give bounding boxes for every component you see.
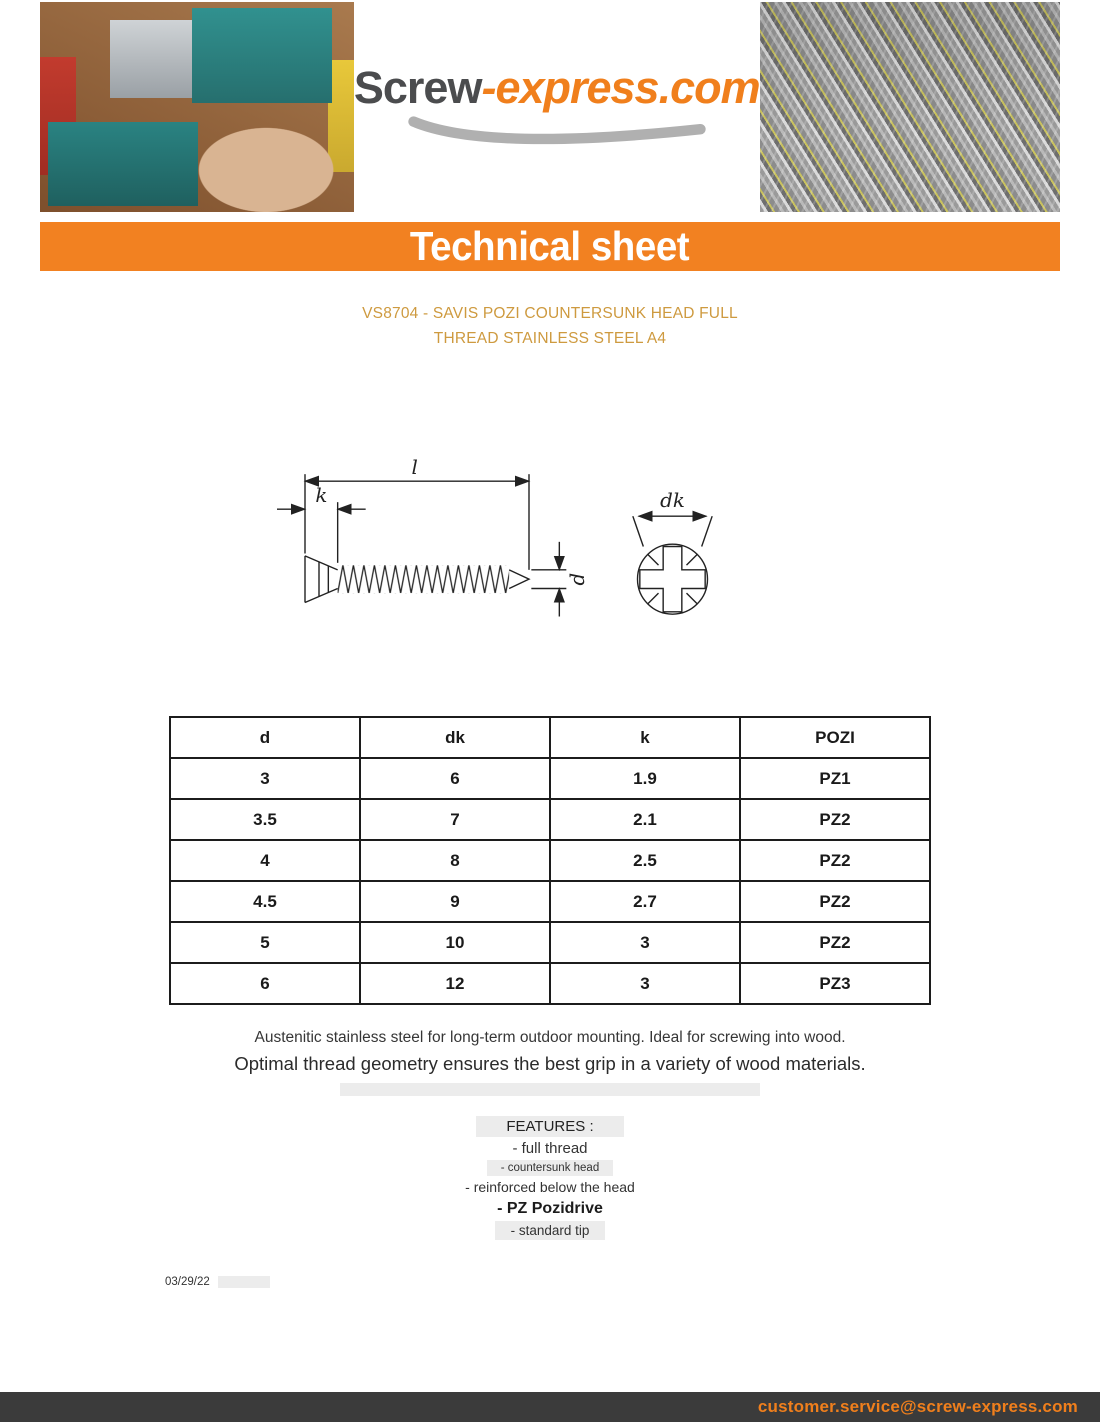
table-cell: 3 [170, 758, 360, 799]
table-body [170, 758, 930, 1004]
table-header-cell: dk [360, 717, 550, 758]
screws-photo [760, 2, 1060, 212]
product-title-line2: THREAD STAINLESS STEEL A4 [433, 330, 667, 347]
table-cell: 8 [360, 840, 550, 881]
table-row [170, 758, 930, 799]
header [0, 0, 1100, 214]
table-cell: 7 [360, 799, 550, 840]
table-cell: 3 [550, 963, 740, 1004]
table-row [170, 840, 930, 881]
table-cell: 12 [360, 963, 550, 1004]
table-cell: PZ2 [740, 881, 930, 922]
table-cell: PZ2 [740, 922, 930, 963]
description-line2: Optimal thread geometry ensures the best grip in a variety of wood materials. [234, 1053, 866, 1074]
feature-countersunk-head-row [0, 1162, 1100, 1174]
table-cell: 2.7 [550, 881, 740, 922]
features-title-row [0, 1118, 1100, 1135]
dimensions-table [169, 716, 931, 1005]
table-cell: 3.5 [170, 799, 360, 840]
table-cell: 5 [170, 922, 360, 963]
feature-standard-tip-row [0, 1223, 1100, 1238]
table-header-cell: POZI [740, 717, 930, 758]
features-title: FEATURES : [476, 1116, 623, 1137]
screw-technical-drawing [0, 439, 1100, 666]
workbench-photo [40, 2, 354, 212]
footer [0, 1392, 1100, 1422]
table-cell: 4.5 [170, 881, 360, 922]
features-section [0, 1118, 1100, 1238]
logo [354, 2, 760, 152]
table-row [170, 963, 930, 1004]
table-row [170, 799, 930, 840]
product-title-line1: VS8704 - SAVIS POZI COUNTERSUNK HEAD FULL [362, 305, 738, 322]
table-header-cell: k [550, 717, 740, 758]
table-cell: PZ1 [740, 758, 930, 799]
date-row [0, 1276, 1100, 1288]
logo-text-screw: Screw [353, 62, 482, 113]
table-row [170, 881, 930, 922]
highlight-artifact [218, 1276, 270, 1288]
description [0, 1029, 1100, 1096]
table-cell: 2.5 [550, 840, 740, 881]
dim-label-l: l [411, 456, 418, 480]
feature-countersunk-head: - countersunk head [487, 1160, 613, 1176]
date: 03/29/22 [165, 1276, 210, 1288]
screw-thread [338, 565, 510, 593]
table-cell: 10 [360, 922, 550, 963]
table-cell: 3 [550, 922, 740, 963]
dim-label-d: d [565, 572, 589, 586]
feature-reinforced-below-head: - reinforced below the head [465, 1179, 635, 1195]
table-cell: PZ3 [740, 963, 930, 1004]
table-header-cell: d [170, 717, 360, 758]
table-cell: PZ2 [740, 840, 930, 881]
logo-swoosh-icon [392, 114, 722, 152]
table-row [170, 922, 930, 963]
logo-text [354, 62, 760, 114]
table-cell: 2.1 [550, 799, 740, 840]
description-line1: Austenitic stainless steel for long-term outdoor mounting. Ideal for screwing into wood. [254, 1029, 846, 1046]
footer-email[interactable]: customer.service@screw-express.com [757, 1397, 1078, 1416]
table-cell: 4 [170, 840, 360, 881]
dim-label-k: k [315, 484, 328, 508]
feature-pz-pozidrive: - PZ Pozidrive [497, 1200, 603, 1217]
screw-diagram-svg [270, 439, 830, 661]
banner-title: Technical sheet [410, 223, 690, 269]
highlight-artifact [340, 1083, 760, 1096]
technical-sheet-banner [40, 222, 1060, 271]
table-cell: 1.9 [550, 758, 740, 799]
logo-text-express: -express.com [481, 62, 760, 113]
table-header-row [170, 717, 930, 758]
product-title [0, 301, 1100, 351]
feature-full-thread: - full thread [512, 1140, 588, 1157]
table-cell: PZ2 [740, 799, 930, 840]
table-cell: 9 [360, 881, 550, 922]
table-cell: 6 [360, 758, 550, 799]
feature-standard-tip: - standard tip [495, 1221, 606, 1240]
dim-label-dk: dk [660, 488, 685, 512]
table-cell: 6 [170, 963, 360, 1004]
